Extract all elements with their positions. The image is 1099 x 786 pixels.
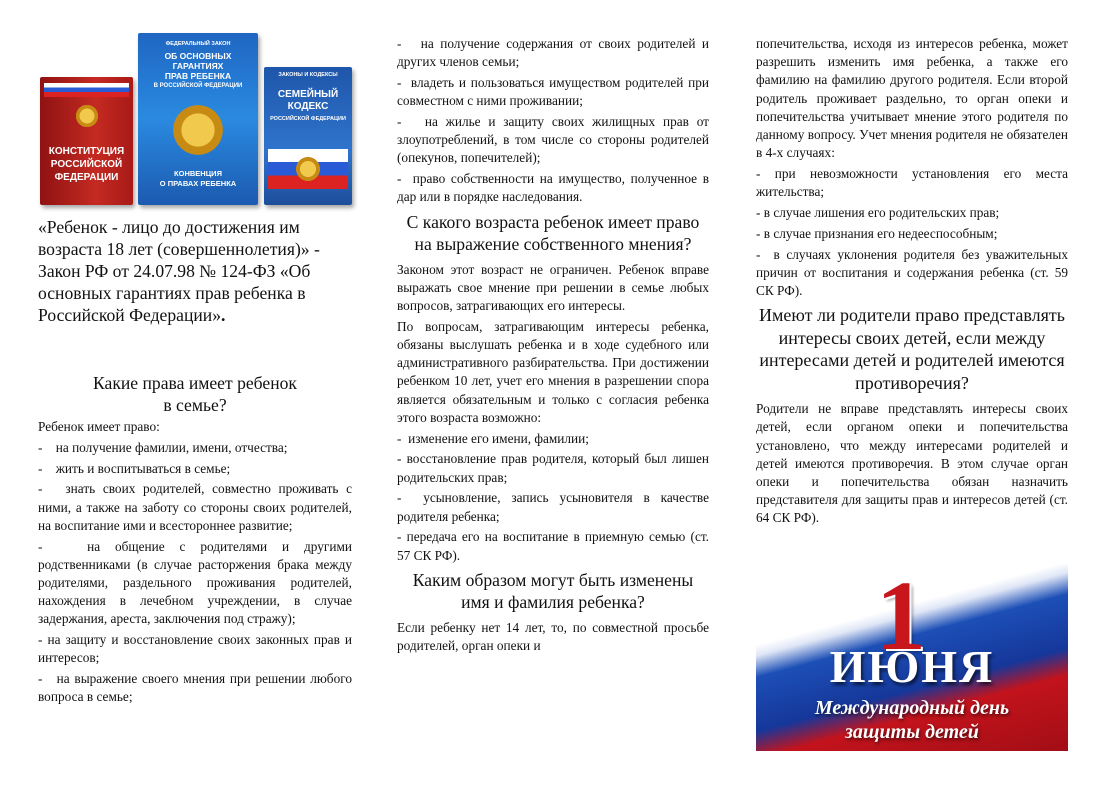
family-code-book	[264, 67, 352, 205]
eagle-emblem-icon	[169, 101, 227, 159]
heading-line-1: Какие права имеет ребенок	[93, 373, 297, 393]
exception-item: - в случаях уклонения родителя без уважительных причин от воспитания и содержания ребенка (ст. 59 СК РФ).	[756, 246, 1068, 299]
law-title-3: ПРАВ РЕБЕНКА	[164, 71, 232, 81]
opinion-para: Законом этот возраст не ограничен. Ребенок вправе выражать свое мнение при решении в семье любых вопросов, затрагивающих его интересы.	[397, 261, 709, 314]
rights-lead: Ребенок имеет право:	[38, 419, 160, 434]
exception-item: - в случае признания его недееспособным;	[756, 225, 998, 241]
right-item: - знать своих родителей, совместно проживать с ними, а также на заботу со стороны своих родителей, на воспитание ими и всестороннее развитие;	[38, 481, 352, 533]
child-definition-end: .	[221, 305, 226, 325]
banner-month: ИЮНЯ	[829, 641, 995, 692]
section-heading	[38, 372, 352, 416]
family-title-3: РОССИЙСКОЙ ФЕДЕРАЦИИ	[270, 116, 346, 122]
consent-item: - передача его на воспитание в приемную семью (ст. 57 СК РФ).	[397, 529, 709, 563]
name-change-para: Если ребенку нет 14 лет, то, по совместной просьбе родителей, орган опеки и	[397, 619, 709, 654]
banner-line-2: защиты детей	[845, 721, 979, 743]
consent-item: - усыновление, запись усыновителя в качестве родителя ребенка;	[397, 490, 709, 524]
child-definition-text: «Ребенок - лицо до достижения им возраста 18 лет (совершеннолетия)» - Закон РФ от 24.07.98 № 124-ФЗ «Об основных гарантиях прав ребенка в Российской Федерации»	[38, 217, 320, 325]
flag-stripe-icon	[44, 83, 129, 97]
children-day-banner	[756, 564, 1068, 751]
right-item: - право собственности на имущество, полученное в дар или в порядке наследования.	[397, 171, 709, 205]
column-2	[397, 0, 709, 786]
opinion-para: По вопросам, затрагивающим интересы ребенка, обязаны выслушать ребенка и в ходе судебного или административного разбирательства. При достижении ребенком 10 лет, учет его мнения в разрешении спора является обязательным и только с согласия ребенка этого возраста возможно:	[397, 318, 709, 425]
consent-item: - изменение его имени, фамилии;	[397, 430, 589, 446]
constitution-book	[40, 77, 133, 205]
law-title-2: ГАРАНТИЯХ	[172, 61, 224, 71]
eagle-emblem-icon	[294, 155, 322, 183]
family-book-top: ЗАКОНЫ И КОДЕКСЫ	[278, 72, 338, 78]
eagle-emblem-icon	[74, 103, 100, 129]
name-change-heading: Каким образом могут быть изменены имя и фамилия ребенка?	[412, 569, 694, 612]
consent-item: - восстановление прав родителя, который был лишен родительских прав;	[397, 451, 709, 485]
family-title-2: КОДЕКС	[287, 101, 329, 112]
children-rights-law-book	[138, 33, 258, 205]
right-item: - на защиту и восстановление своих законных прав и интересов;	[38, 632, 352, 666]
representation-para: Родители не вправе представлять интересы своих детей, если органом опеки и попечительства установлено, что между интересами родителей и детей имеются противоречия. В этом случае орган опеки и попечительства обязан назначить представителя для защиты прав и интересов детей (ст. 64 СК РФ).	[756, 401, 1068, 526]
heading-line-2: в семье?	[163, 395, 227, 415]
constitution-title-2: РОССИЙСКОЙ	[50, 159, 123, 170]
law-bottom-2: О ПРАВАХ РЕБЕНКА	[159, 179, 237, 188]
banner-line-1: Международный день	[814, 697, 1010, 719]
law-bottom-1: КОНВЕНЦИЯ	[174, 169, 222, 178]
child-definition-quote	[38, 216, 352, 326]
right-item: - на получение содержания от своих родителей и других членов семьи;	[397, 36, 709, 70]
law-title-4: В РОССИЙСКОЙ ФЕДЕРАЦИИ	[153, 83, 243, 89]
right-item: - на выражение своего мнения при решении любого вопроса в семье;	[38, 671, 352, 705]
law-books-image	[40, 31, 350, 209]
exception-item: - в случае лишения его родительских прав;	[756, 205, 1000, 221]
representation-heading: Имеют ли родители право представлять интересы своих детей, если между интересами детей и родителей имеются противоречия?	[758, 305, 1066, 393]
banner-day-number: 1	[876, 564, 926, 671]
right-item: - жить и воспитываться в семье;	[38, 460, 231, 476]
name-change-continued: попечительства, исходя из интересов ребенка, может разрешить изменить имя ребенка, а также его фамилию на фамилию другого родителя. Если второй родитель проживает раздельно, то орган опеки и попечительства учитывает мнение этого родителя по данному вопросу. Учет мнения родителя не обязателен в 4-х случаях:	[756, 36, 1068, 161]
law-title-1: ОБ ОСНОВНЫХ	[164, 51, 232, 61]
opinion-age-heading: С какого возраста ребенок имеет право на выражение собственного мнения?	[406, 211, 700, 254]
right-item: - на жилье и защиту своих жилищных прав от злоупотреблений, в том числе со стороны родителей (опекунов, попечителей);	[397, 114, 709, 166]
right-item: - на получение фамилии, имени, отчества;	[38, 439, 288, 455]
law-book-top: ФЕДЕРАЛЬНЫЙ ЗАКОН	[165, 41, 231, 47]
constitution-title-1: КОНСТИТУЦИЯ	[48, 146, 125, 157]
column-3	[756, 0, 1068, 786]
right-item: - владеть и пользоваться имуществом родителей при совместном с ними проживании;	[397, 75, 709, 109]
section-child-rights	[38, 372, 352, 709]
constitution-title-3: ФЕДЕРАЦИИ	[54, 172, 119, 183]
column-1	[38, 0, 352, 786]
exception-item: - при невозможности установления его места жительства;	[756, 166, 1068, 200]
family-title-1: СЕМЕЙНЫЙ	[277, 89, 339, 100]
right-item: - на общение с родителями и другими родственниками (в случае расторжения брака между родителями, раздельного проживания родителей, нахождения в лечебном учреждении, в случае задержания, ареста, заключения под стражу);	[38, 538, 352, 627]
